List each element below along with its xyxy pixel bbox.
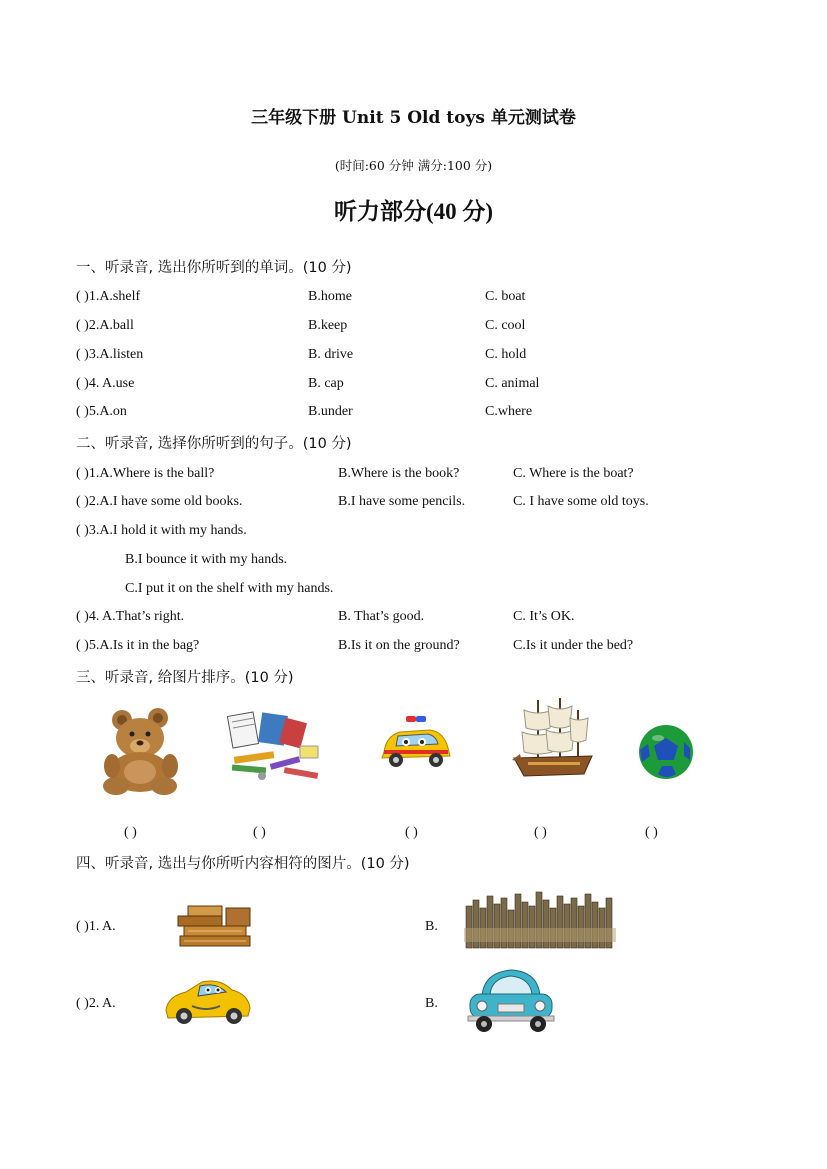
s1-q2-a: ( )2.A.ball [76, 318, 134, 333]
order-blank-2[interactable]: ( ) [253, 825, 266, 840]
old-books-picture [176, 902, 256, 950]
order-blank-5[interactable]: ( ) [645, 825, 658, 840]
s1-q4-c: C. animal [485, 376, 540, 391]
s4-q2-a-label: ( )2. A. [76, 996, 116, 1011]
s1-q3-c: C. hold [485, 347, 527, 362]
order-blank-3[interactable]: ( ) [405, 825, 418, 840]
s4-q2-b-label: B. [425, 996, 438, 1011]
s1-q1-b: B.home [308, 289, 352, 304]
yellow-sports-car-picture [162, 972, 254, 1028]
s4-q1-b-label: B. [425, 919, 438, 934]
s1-q1-a: ( )1.A.shelf [76, 289, 141, 304]
s2-q2-a: ( )2.A.I have some old books. [76, 494, 243, 509]
page-title: 三年级下册 Unit 5 Old toys 单元测试卷 [251, 108, 576, 128]
s1-q3-b: B. drive [308, 347, 354, 362]
s2-q3-c: C.I put it on the shelf with my hands. [125, 581, 334, 596]
s2-q3-b: B.I bounce it with my hands. [125, 552, 288, 567]
s1-q5-b: B.under [308, 404, 353, 419]
section3-heading: 三、听录音, 给图片排序。(10 分) [76, 670, 294, 686]
s2-q3-a: ( )3.A.I hold it with my hands. [76, 523, 247, 538]
s2-q1-b: B.Where is the book? [338, 466, 460, 481]
sailing-ship-picture [508, 696, 598, 784]
teddy-bear-picture [100, 706, 184, 796]
s2-q4-a: ( )4. A.That’s right. [76, 609, 185, 624]
ball-picture [638, 724, 694, 780]
s1-q1-c: C. boat [485, 289, 526, 304]
part-title: 听力部分(40 分) [333, 199, 494, 224]
toy-car-picture [378, 714, 454, 770]
pencils-picture [464, 888, 616, 950]
s2-q5-b: B.Is it on the ground? [338, 638, 460, 653]
s1-q5-c: C.where [485, 404, 533, 419]
s1-q2-b: B.keep [308, 318, 348, 333]
s2-q4-c: C. It’s OK. [513, 609, 575, 624]
section2-heading: 二、听录音, 选择你所听到的句子。(10 分) [76, 436, 352, 452]
order-blank-1[interactable]: ( ) [124, 825, 137, 840]
section1-heading: 一、听录音, 选出你所听到的单词。(10 分) [76, 260, 352, 276]
s2-q2-b: B.I have some pencils. [338, 494, 466, 509]
s1-q2-c: C. cool [485, 318, 526, 333]
s2-q5-a: ( )5.A.Is it in the bag? [76, 638, 200, 653]
s1-q3-a: ( )3.A.listen [76, 347, 144, 362]
s4-q1-a-label: ( )1. A. [76, 919, 116, 934]
s2-q1-a: ( )1.A.Where is the ball? [76, 466, 215, 481]
s1-q4-b: B. cap [308, 376, 344, 391]
s1-q4-a: ( )4. A.use [76, 376, 135, 391]
s2-q1-c: C. Where is the boat? [513, 466, 634, 481]
s2-q5-c: C.Is it under the bed? [513, 638, 634, 653]
order-blank-4[interactable]: ( ) [534, 825, 547, 840]
s2-q4-b: B. That’s good. [338, 609, 425, 624]
exam-meta: (时间:60 分钟 满分:100 分) [334, 158, 493, 173]
section4-heading: 四、听录音, 选出与你所听内容相符的图片。(10 分) [76, 856, 410, 872]
blue-car-picture [462, 966, 560, 1034]
s1-q5-a: ( )5.A.on [76, 404, 127, 419]
school-supplies-picture [224, 710, 324, 784]
s2-q2-c: C. I have some old toys. [513, 494, 649, 509]
